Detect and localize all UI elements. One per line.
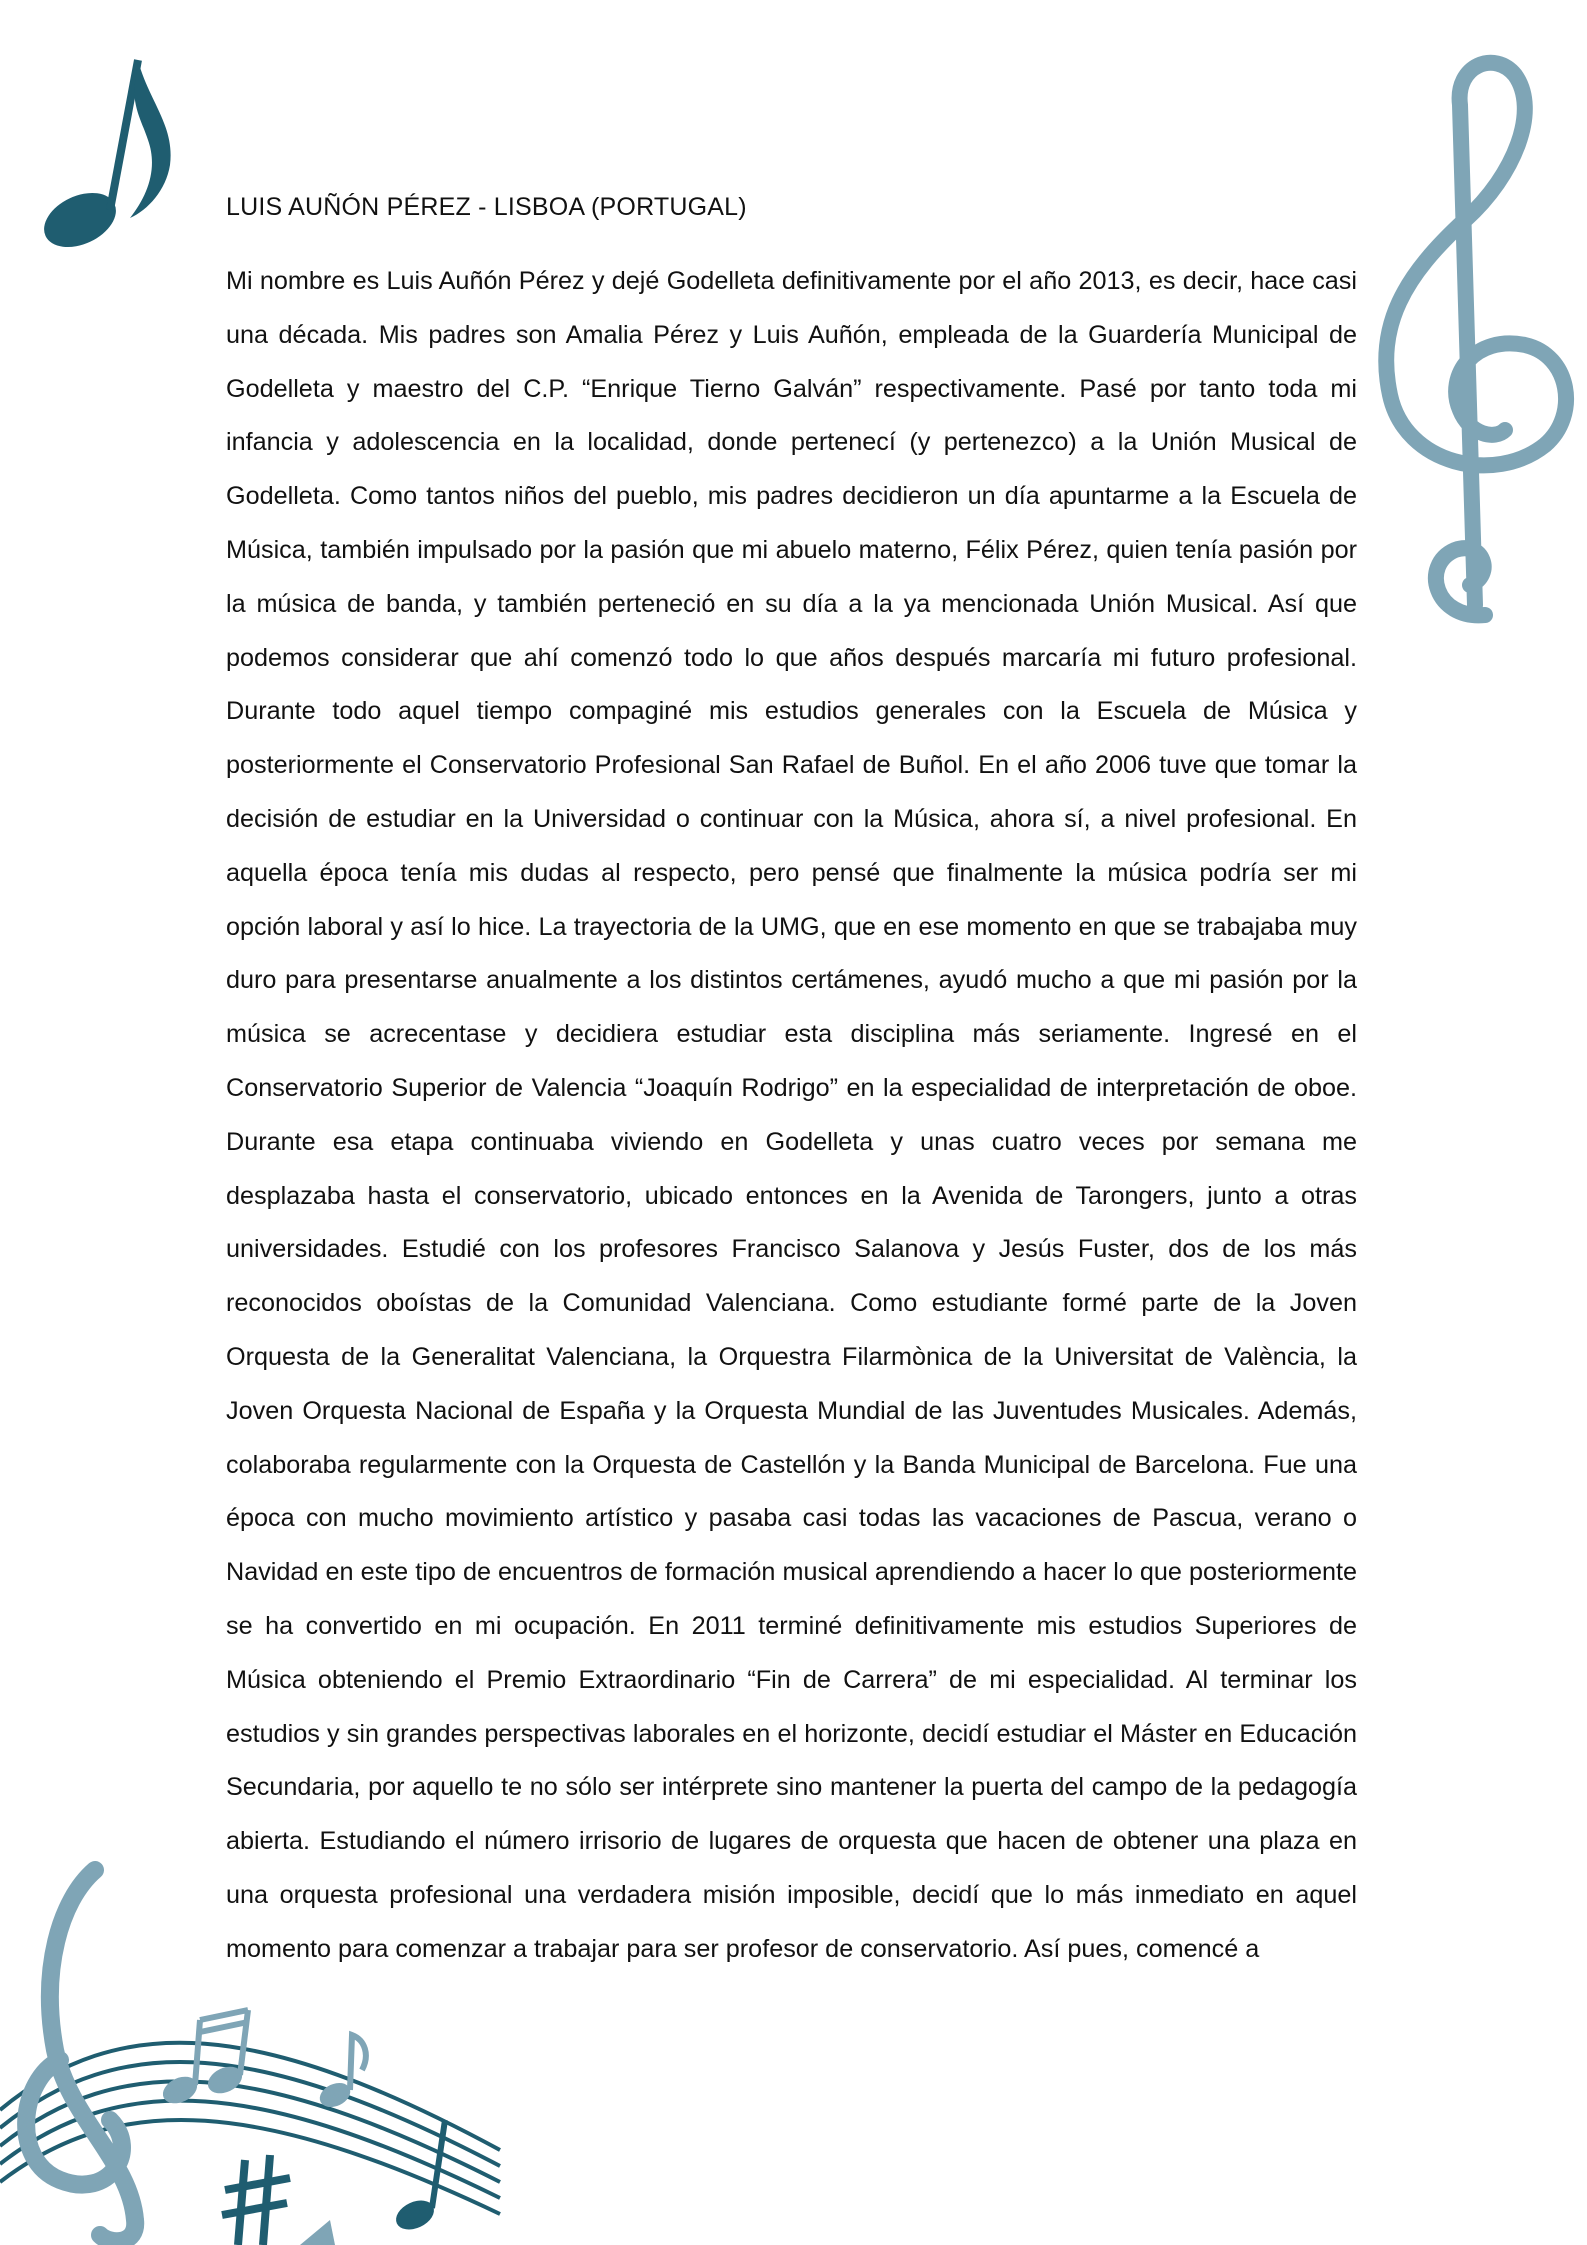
treble-clef-icon <box>1365 45 1585 625</box>
document-title: LUIS AUÑÓN PÉREZ - LISBOA (PORTUGAL) <box>226 193 747 221</box>
eighth-note-icon <box>30 50 180 250</box>
body-paragraph: Mi nombre es Luis Auñón Pérez y dejé Godelleta definitivamente por el año 2013, es decir, hace casi una década. Mis padres son Amalia Pérez y Luis Auñón, empleada de la Guardería Municipal de Godelleta y maestro del C.P. “Enrique Tierno Galván” respectivamente. Pasé por tanto toda mi infancia y adolescencia en la localidad, donde pertenecí (y pertenezco) a la Unión Musical de Godelleta. Como tantos niños del pueblo, mis padres decidieron un día apuntarme a la Escuela de Música, también impulsado por la pasión que mi abuelo materno, Félix Pérez, quien tenía pasión por la música de banda, y también perteneció en su día a la ya mencionada Unión Musical. Así que podemos considerar que ahí comenzó todo lo que años después marcaría mi futuro profesional. Durante todo aquel tiempo compaginé mis estudios generales con la Escuela de Música y posteriormente el Conservatorio Profesional San Rafael de Buñol. En el año 2006 tuve que tomar la decisión de estudiar en la Universidad o continuar con la Música, ahora sí, a nivel profesional. En aquella época tenía mis dudas al respecto, pero pensé que finalmente la música podría ser mi opción laboral y así lo hice. La trayectoria de la UMG, que en ese momento en que se trabajaba muy duro para presentarse anualmente a los distintos certámenes, ayudó mucho a que mi pasión por la música se acrecentase y decidiera estudiar esta disciplina más seriamente. Ingresé en el Conservatorio Superior de Valencia “Joaquín Rodrigo” en la especialidad de interpretación de oboe. Durante esa etapa continuaba viviendo en Godelleta y unas cuatro veces por semana me desplazaba hasta el conservatorio, ubicado entonces en la Avenida de Tarongers, junto a otras universidades. Estudié con los profesores Francisco Salanova y Jesús Fuster, dos de los más reconocidos oboístas de la Comunidad Valenciana. Como estudiante formé parte de la Joven Orquesta de la Generalitat Valenciana, la Orquestra Filarmònica de la Universitat de València, la Joven Orquesta Nacional de España y la Orquesta Mundial de las Juventudes Musicales. Además, colaboraba regularmente con la Orquesta de Castellón y la Banda Municipal de Barcelona. Fue una época con mucho movimiento artístico y pasaba casi todas las vacaciones de Pascua, verano o Navidad en este tipo de encuentros de formación musical aprendiendo a hacer lo que posteriormente se ha convertido en mi ocupación. En 2011 terminé definitivamente mis estudios Superiores de Música obteniendo el Premio Extraordinario “Fin de Carrera” de mi especialidad. Al terminar los estudios y sin grandes perspectivas laborales en el horizonte, decidí estudiar el Máster en Educación Secundaria, por aquello te no sólo ser intérprete sino mantener la puerta del campo de la pedagogía abierta. Estudiando el número irrisorio de lugares de orquesta que hacen de obtener una plaza en una orquesta profesional una verdadera misión imposible, decidí que lo más inmediato en aquel momento para comenzar a trabajar para ser profesor de conservatorio. Así pues, comencé a <box>226 267 1357 1963</box>
